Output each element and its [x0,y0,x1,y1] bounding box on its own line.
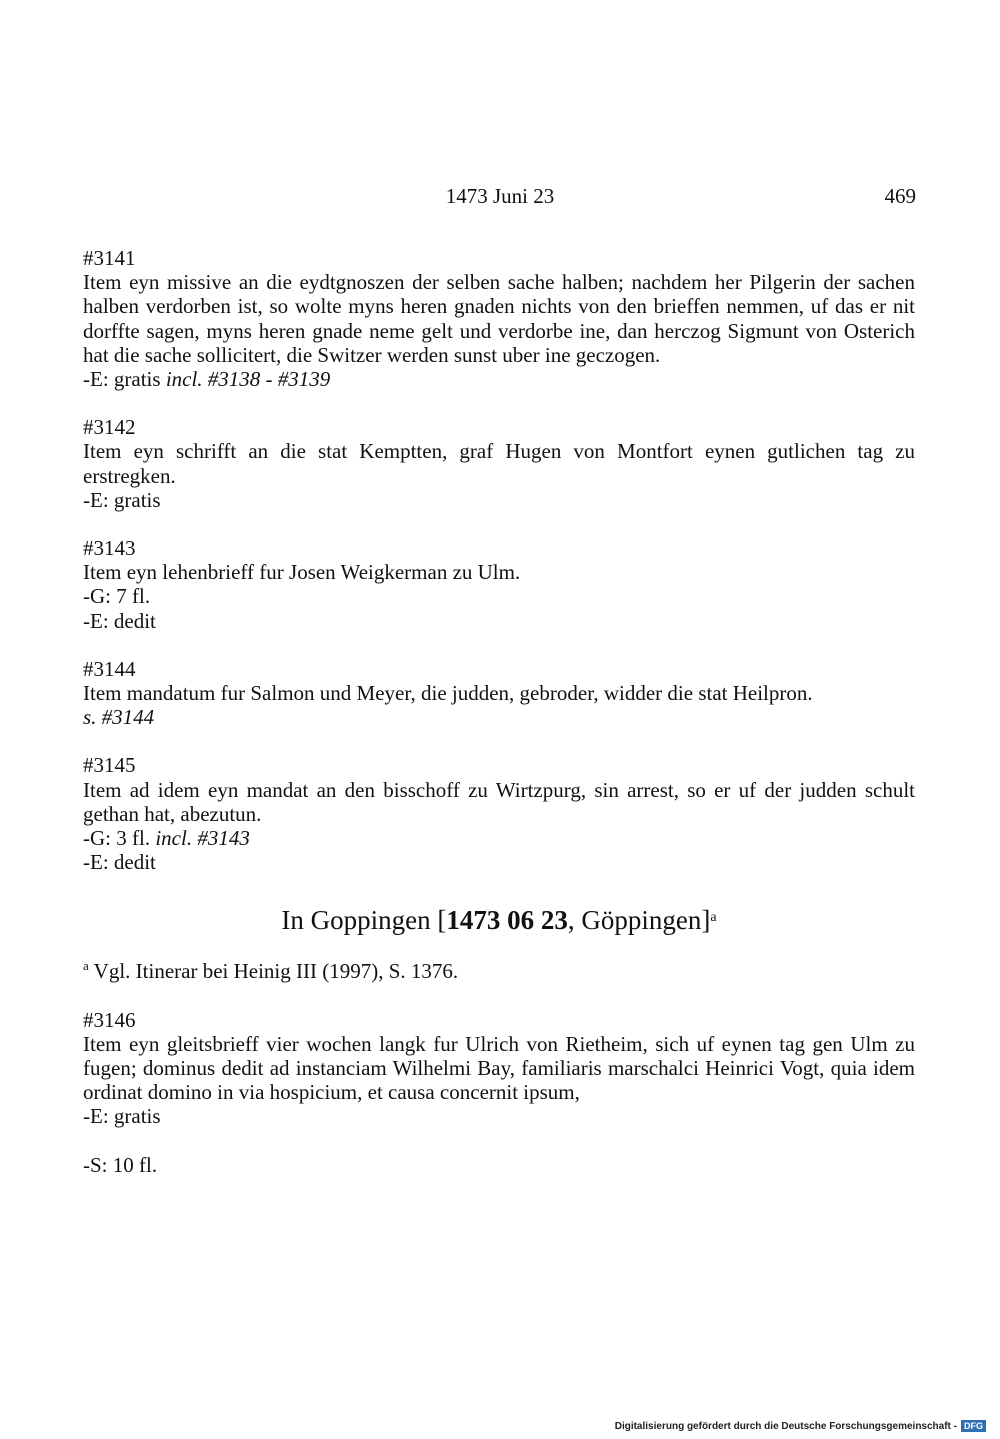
entry-number: #3145 [83,753,136,778]
entry-annotation [83,584,915,608]
annotation-reference: s. #3144 [83,705,155,730]
section-heading-date: 1473 06 23 [446,905,568,936]
section-heading-suffix: , Göppingen] [567,905,711,936]
entry [83,246,915,391]
entry-text: Item eyn gleitsbrieff vier wochen langk fur Ulrich von Rietheim, sich uf eynen tag gen Ulm zu fugen; dominus dedit ad instanciam Wilhelmi Bay, familiaris marschalci Heinrici Vogt, quia idem ordinat domino in via hospicium, et causa concernit ipsum, [83,1031,915,1105]
section-heading-prefix: In Goppingen [ [281,905,447,936]
dfg-notice-text: Digitalisierung gefördert durch die Deutsche Forschungsgemeinschaft - [614,1420,957,1432]
annotation-reference: incl. #3143 [155,826,250,851]
annotation-text: -E: gratis [83,367,166,392]
entries-before [83,246,915,874]
entry-text: Item eyn lehenbrieff fur Josen Weigkerman zu Ulm. [83,560,521,585]
entry [83,536,915,633]
entry-number: #3144 [83,656,136,681]
entry-annotation [83,609,915,633]
entry-annotation [83,488,915,512]
entry-annotation [83,367,915,391]
annotation-text: -E: gratis [83,1104,161,1129]
entry-text: Item mandatum fur Salmon und Meyer, die judden, gebroder, widder die stat Heilpron. [83,681,813,706]
entry-text: Item eyn schrifft an die stat Kemptten, graf Hugen von Montfort eynen gutlichen tag zu erstregken. [83,439,915,488]
page-number: 469 [884,184,916,208]
entry-number: #3142 [83,415,136,440]
entry-text: Item ad idem eyn mandat an den bisschoff zu Wirtzpurg, sin arrest, so er uf der judden schult gethan hat, abezutun. [83,777,915,826]
annotation-reference: incl. #3138 - #3139 [165,367,331,392]
dfg-logo: DFG [961,1420,986,1432]
entry [83,1008,915,1129]
dfg-funding-notice [615,1420,986,1432]
annotation-text: -G: 3 fl. [83,826,156,851]
entries-after [83,1008,915,1129]
entry-text: Item eyn missive an die eydtgnoszen der selben sache halben; nachdem her Pilgerin der sachen halben verdorben ist, so wolte myns heren gnaden nichts von den brieffen nemmen, uf das er nit dorffte sagen, myns heren gnade neme gelt und verdorbe ine, dan herczog Sigmunt von Osterich hat die sache sollicitert, die Switzer werden sunst uber ine geczogen. [83,270,915,367]
entry-number: #3141 [83,246,136,270]
entry [83,753,915,874]
annotation-text: -E: gratis [83,487,161,512]
annotation-text: -E: dedit [83,850,156,875]
summary-line: -S: 10 fl. [83,1152,158,1177]
entry-annotation [83,705,915,729]
footnote-text: Vgl. Itinerar bei Heinig III (1997), S. 1376. [88,959,459,984]
footnote-mark: a [83,958,89,974]
annotation-text: -G: 7 fl. [83,584,151,609]
footnote [83,954,915,983]
entry-annotation [83,1104,915,1128]
running-header-date: 1473 Juni 23 [445,184,555,208]
entry-annotation [83,850,915,874]
entry-annotation [83,826,915,850]
section-heading [83,904,915,936]
main-text [83,246,915,1198]
entry [83,415,915,512]
entry-number: #3143 [83,536,136,561]
annotation-text: -E: dedit [83,608,156,633]
entry-number: #3146 [83,1007,136,1032]
entry [83,657,915,730]
section-footnote-mark: a [710,910,717,926]
